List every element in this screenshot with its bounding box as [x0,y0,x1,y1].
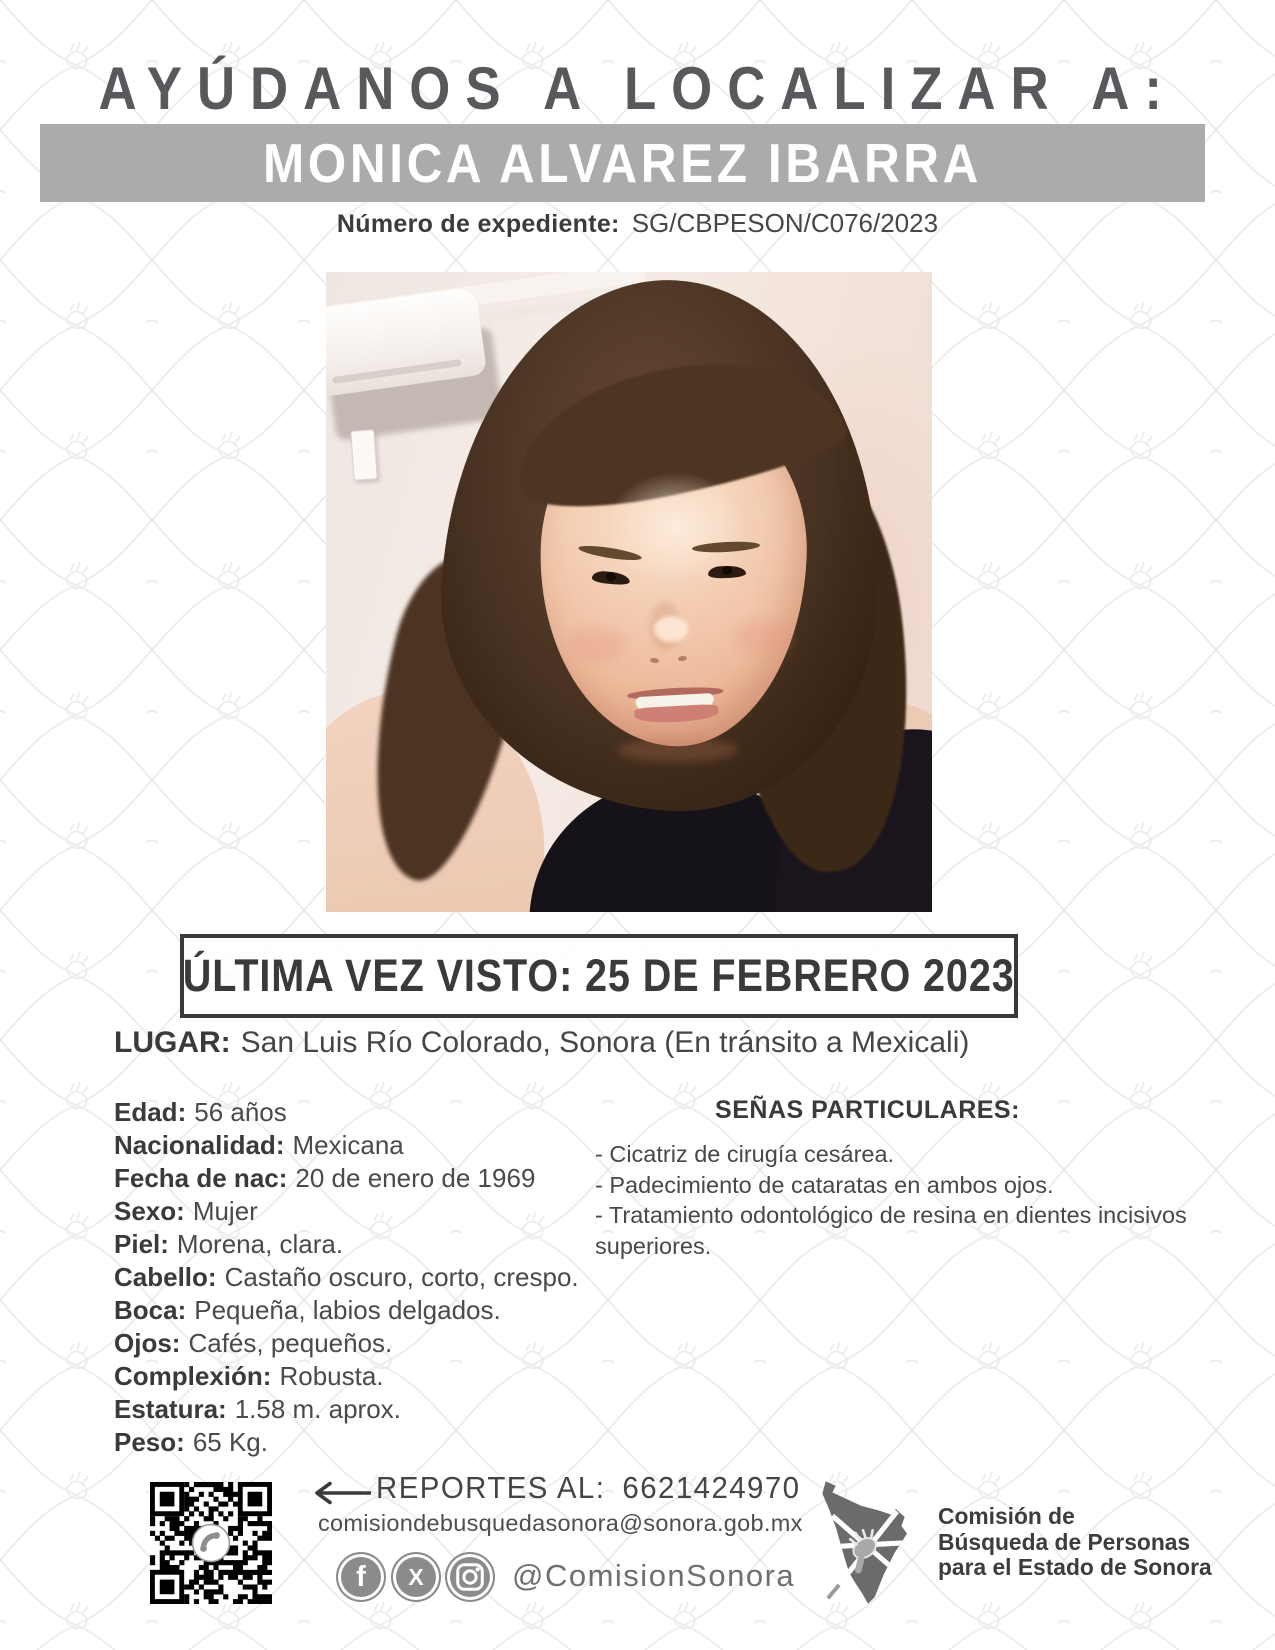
name-banner [40,124,1205,202]
lower-lip [634,704,719,724]
nose-highlight [654,616,688,642]
detail-row: Piel: Morena, clara. [114,1229,344,1259]
detail-row: Fecha de nac: 20 de enero de 1969 [114,1163,536,1193]
detail-row: Boca: Pequeña, labios delgados. [114,1295,501,1325]
portrait-photo [326,272,932,912]
missing-person-name: MONICA ALVAREZ IBARRA [262,132,983,194]
case-number-value: SG/CBPESON/C076/2023 [631,208,939,238]
x-icon: X [391,1552,441,1602]
details-list [114,1096,584,1459]
qr-code [150,1482,272,1604]
org-line: Comisión de [938,1503,1075,1529]
social-handle: @ComisionSonora [512,1558,796,1593]
last-seen-box [180,934,1018,1018]
right-cheek [734,620,792,654]
detail-row: Ojos: Cafés, pequeños. [114,1328,393,1358]
reports-phone: 6621424970 [622,1470,801,1505]
mark-item: - Cicatriz de cirugía cesárea. [595,1141,895,1167]
detail-row: Sexo: Mujer [114,1196,258,1226]
distinguishing-marks-title: SEÑAS PARTICULARES: [715,1096,1020,1124]
facebook-icon: f [336,1552,386,1602]
page-title [0,54,1275,123]
location-line [114,1026,969,1060]
org-line: para el Estado de Sonora [938,1554,1212,1580]
sonora-state-logo [812,1478,924,1606]
detail-row: Cabello: Castaño oscuro, corto, crespo. [114,1262,579,1292]
left-pupil [606,572,616,581]
left-arrow-icon [310,1480,374,1506]
wall-remote [350,429,377,481]
org-line: Búsqueda de Personas [938,1528,1191,1555]
mark-item: - Tratamiento odontológico de resina en dientes incisivos superiores. [595,1202,1187,1259]
detail-row: Peso: 65 Kg. [114,1427,268,1457]
distinguishing-marks-list [595,1139,1275,1261]
distinguishing-marks [595,1096,1275,1261]
contact-email: comisiondebusquedasonora@sonora.gob.mx [318,1510,803,1536]
case-number-label: Número de expediente: [336,210,620,238]
left-cheek [568,628,626,662]
right-pupil [722,566,732,575]
chin-shadow [618,738,738,762]
case-number-line [0,208,1275,239]
reports-label: REPORTES AL: [376,1470,606,1505]
detail-row: Nacionalidad: Mexicana [114,1130,404,1160]
location-value: San Luis Río Colorado, Sonora (En tránsito a Mexicali) [240,1026,970,1059]
headline-text: AYÚDANOS A LOCALIZAR A: [98,55,1177,122]
location-label: LUGAR: [114,1026,231,1059]
organization-name [938,1504,1212,1581]
detail-row: Complexión: Robusta. [114,1361,384,1391]
mark-item: - Padecimiento de cataratas en ambos ojos. [595,1171,1054,1198]
detail-row: Edad: 56 años [114,1097,287,1127]
instagram-icon [445,1552,495,1602]
mouth [625,683,727,730]
last-seen-text: ÚLTIMA VEZ VISTO: 25 DE FEBRERO 2023 [183,950,1015,1001]
detail-row: Estatura: 1.58 m. aprox. [114,1394,401,1424]
reports-line [376,1470,800,1506]
